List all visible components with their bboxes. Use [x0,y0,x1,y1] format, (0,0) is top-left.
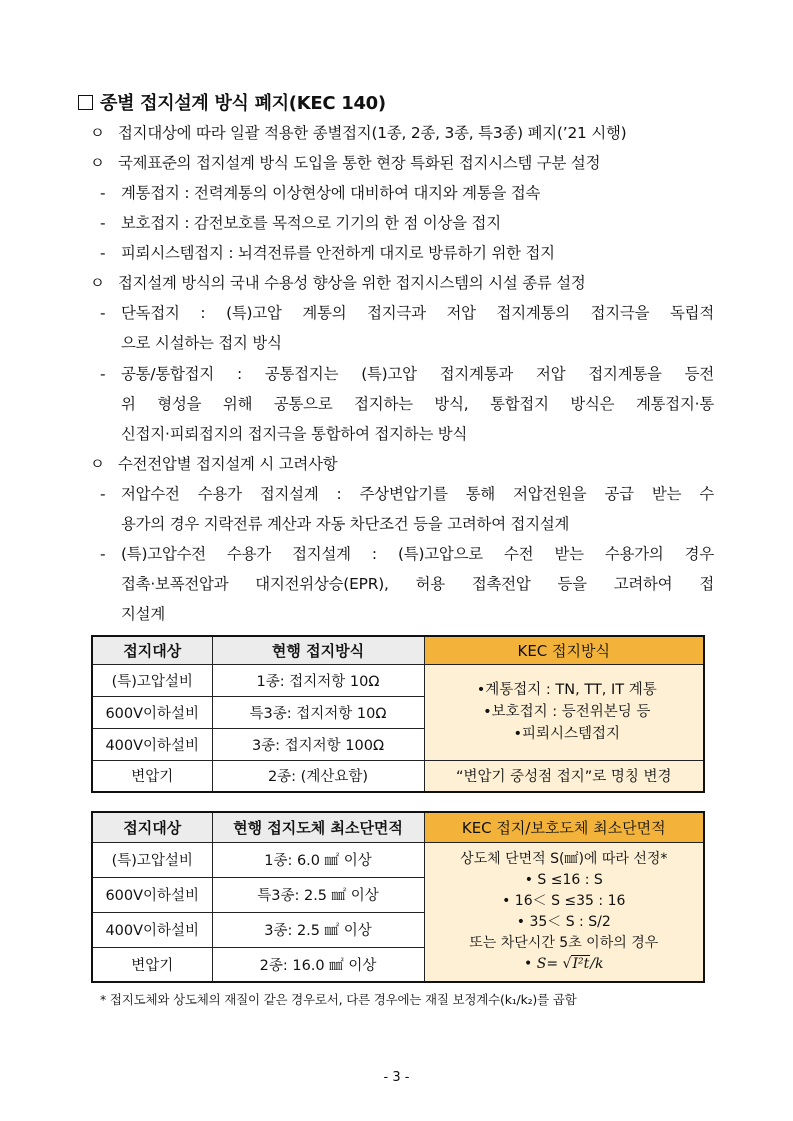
kec-item: •피뢰시스템접지 [513,726,621,742]
table-cell: 2종: (계산요함) [212,760,424,792]
sub-bullet-item [100,183,540,203]
table-cell: (특)고압설비 [92,842,212,877]
table-cell: 변압기 [92,947,212,982]
sub-bullet-continuation: 용가의 경우 지락전류 계산과 자동 차단조건 등을 고려하여 접지설계 [121,515,570,533]
page-number: - 3 - [383,1070,410,1085]
sub-bullet-item [100,213,501,233]
table-row [92,760,704,792]
sub-bullet-text: (특)고압수전 수용가 접지설계 : (특)고압으로 수전 받는 수용가의 경우 [121,545,714,563]
sub-bullet-item [100,364,714,384]
sub-bullet-text: 공통/통합접지 : 공통접지는 (특)고압 접지계통과 저압 접지계통을 등전 [121,365,714,383]
kec-area-cell [424,842,704,982]
kec-method-cell: “변압기 중성점 접지”로 명칭 변경 [424,760,704,792]
kec-item: •보호접지 : 등전위본딩 등 [483,704,651,720]
table-cell: 3종: 접지저항 100Ω [212,728,424,760]
circle-bullet-icon: ㅇ [90,455,105,473]
conductor-area-table [91,811,705,983]
sub-bullet-text: 피뢰시스템접지 : 뇌격전류를 안전하게 대지로 방류하기 위한 접지 [121,244,555,262]
formula-prefix: • S= [524,955,563,972]
sub-bullet-text: 저압수전 수용가 접지설계 : 주상변압기를 통해 저압전원을 공급 받는 수 [121,485,714,503]
dash-bullet-icon: - [100,184,106,202]
table-row [92,842,704,877]
sub-bullet-continuation: 신접지·피뢰접지의 접지극을 통합하여 접지하는 방식 [121,425,468,443]
grounding-method-table [91,635,705,793]
dash-bullet-icon: - [100,304,106,322]
dash-bullet-icon: - [100,214,106,232]
table-cell: 400V이하설비 [92,912,212,947]
bullet-text: 국제표준의 접지설계 방식 도입을 통한 현장 특화된 접지시스템 구분 설정 [118,154,601,172]
table-cell: 특3종: 접지저항 10Ω [212,696,424,728]
footnote: * 접지도체와 상도체의 재질이 같은 경우로서, 다른 경우에는 재질 보정계수(k₁/k₂)를 곱함 [100,992,577,1007]
column-header: 현행 접지도체 최소단면적 [212,812,424,842]
table-cell: 특3종: 2.5 ㎟ 이상 [212,877,424,912]
sub-bullet-continuation [121,394,714,414]
section-heading [78,89,386,115]
column-header: 현행 접지방식 [212,636,424,664]
table-cell: 600V이하설비 [92,696,212,728]
sub-bullet-continuation: 으로 시설하는 접지 방식 [121,334,282,352]
checkbox-square-icon [78,95,93,110]
column-header: 접지대상 [92,636,212,664]
kec-line: 또는 차단시간 5초 이하의 경우 [469,934,659,951]
sub-bullet-continuation: 지설계 [121,605,166,623]
kec-item: •계통접지 : TN, TT, IT 계통 [476,682,657,698]
section-heading-text: 종별 접지설계 방식 폐지(KEC 140) [100,93,386,114]
kec-line: • 16＜ S ≤35 : 16 [502,892,626,909]
sub-bullet-item [100,243,555,263]
dash-bullet-icon: - [100,365,106,383]
table-cell: 1종: 접지저항 10Ω [212,664,424,696]
sqrt-icon: √ [562,955,572,972]
kec-line: • S ≤16 : S [524,871,603,888]
formula-radicand: I²t [572,955,590,972]
bullet-text: 접지설계 방식의 국내 수용성 향상을 위한 접지시스템의 시설 종류 설정 [118,274,586,292]
table-cell: 400V이하설비 [92,728,212,760]
sub-bullet-text: 보호접지 : 감전보호를 목적으로 기기의 한 점 이상을 접지 [121,214,501,232]
table-cell: 600V이하설비 [92,877,212,912]
sub-bullet-continuation [121,574,714,594]
continuation-text: 위 형성을 위해 공통으로 접지하는 방식, 통합접지 방식은 계통접지·통 [121,395,714,413]
circle-bullet-icon: ㅇ [90,154,105,172]
bullet-item [90,153,600,173]
dash-bullet-icon: - [100,244,106,262]
table-cell: (특)고압설비 [92,664,212,696]
table-cell: 1종: 6.0 ㎟ 이상 [212,842,424,877]
bullet-item [90,273,586,293]
column-header-kec: KEC 접지/보호도체 최소단면적 [424,812,704,842]
sub-bullet-item [100,544,714,564]
sub-bullet-text: 계통접지 : 전력계통의 이상현상에 대비하여 대지와 계통을 접속 [121,184,541,202]
table-row [92,664,704,696]
table-cell: 2종: 16.0 ㎟ 이상 [212,947,424,982]
continuation-text: 접촉·보폭전압과 대지전위상승(EPR), 허용 접촉전압 등을 고려하여 접 [121,575,714,593]
dash-bullet-icon: - [100,545,106,563]
bullet-text: 수전전압별 접지설계 시 고려사항 [118,455,338,473]
dash-bullet-icon: - [100,485,106,503]
bullet-item [90,454,337,474]
bullet-text: 접지대상에 따라 일괄 적용한 종별접지(1종, 2종, 3종, 특3종) 폐지(’21 시행) [118,124,627,142]
kec-line: 상도체 단면적 S(㎟)에 따라 선정* [460,850,668,867]
column-header: 접지대상 [92,812,212,842]
sub-bullet-item [100,303,714,323]
kec-method-cell [424,664,704,760]
table-cell: 변압기 [92,760,212,792]
formula-suffix: /k [590,955,604,972]
sub-bullet-item [100,484,714,504]
circle-bullet-icon: ㅇ [90,124,105,142]
kec-line: • 35＜ S : S/2 [516,913,611,930]
formula-line [425,954,704,975]
circle-bullet-icon: ㅇ [90,274,105,292]
bullet-item [90,123,626,143]
column-header-kec: KEC 접지방식 [424,636,704,664]
table-cell: 3종: 2.5 ㎟ 이상 [212,912,424,947]
sub-bullet-text: 단독접지 : (특)고압 계통의 접지극과 저압 접지계통의 접지극을 독립적 [121,304,714,322]
